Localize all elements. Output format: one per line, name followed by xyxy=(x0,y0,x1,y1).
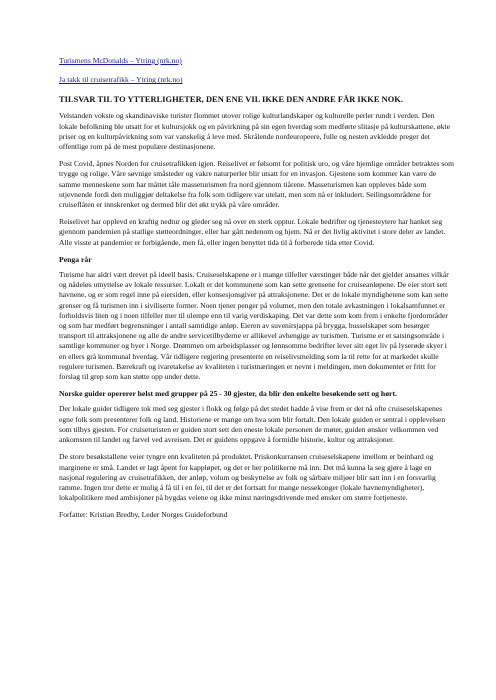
heading-penga-rar: Penga rår xyxy=(59,254,92,264)
link-ja-takk-til-cruisetrafikk[interactable]: Ja takk til cruisetrafikk – Ytring (nrk.no) xyxy=(59,75,183,85)
heading-norske-guider: Norske guider opererer helst med grupper på 25 - 30 gjester, da blir den enkelte besøkende sett og hørt. xyxy=(59,389,397,399)
author-signature: Forfatter: Kristian Bredby, Leder Norges Guideforbund xyxy=(59,510,228,520)
article-title: TILSVAR TIL TO YTTERLIGHETER, DEN ENE VIL IKKE DEN ANDRE FÅR IKKE NOK. xyxy=(59,95,404,105)
link-turismens-mcdonalds[interactable]: Turismens McDonalds – Ytring (nrk.no) xyxy=(59,56,182,65)
paragraph-5: Der lokale guider tidligere tok med seg gjester i flokk og følge på det stedet hadde å vise frem er det nå ofte cruiseselskapenes egne folk som presenterer folk og land. Historiene er mange om hva som blir fortalt. Den lokale guiden er sentral i opplevelsen som tilbys gjesten. For cruiseturisten er guiden stort sett den eneste lokale personen de møter, guiden ønsker velkommen ved ankomsten til landet og farvel ved avreisen. Det er guidens oppgave å formidle historie, kultur og attraksjoner. xyxy=(59,404,446,445)
paragraph-4: Turisme har aldri vært drevet på ideell basis. Cruiseselskapene er i mange tilfeller værstinger både når det gjelder ansattes vilkår og nådeløs utnyttelse av lokale ressurser. Lokalt er det kommunene som kan sette grensene for cruiseanløpene. De eier stort sett havnene, og er som regel inne på eiersiden, eller konsesjonsgiver på attraksjonene. Det er de lokale myndighetene som kan sette grenser og få turismen inn i siviliserte former. Noen tjener penger på volumet, men den totale avkastningen i lokalsamfunnet er forholdsvis liten og i noen tilfeller mer til ulempe enn til varig verdiskaping. Det var dette som kom frem i enkelte fjordområder og som har medført begrensninger i antall samtidige anløp. Eieren av suvenirsjappa på brygga, busselskapet som besørger transport til attraksjonene og alle de andre servicetilbyderne er allikevel avhengige av turismen. Turisme er et satsingsområde i samtlige kommuner og byer i Norge. Drømmen om arbeidsplasser og lønnsomme bedrifter lever sitt eget liv på lyserøde skyer i en ellers grå kommunal hverdag. Vår tidligere regjering presenterte en reiselivsmelding som la til rette for at markedet skulle regulere turismen. Bærekraft og ivaretakelse av kvaliteten i turistnæringen er nevnt i meldingen, men dokumentet er fritt for forslag til grep som kan støtte opp under dette. xyxy=(59,270,449,382)
paragraph-2: Post Covid, åpnes Norden for cruisetrafikken igjen. Reiselivet er følsomt for politisk uro, og våre hjemlige områder betraktes som trygge og rolige. Våre søvnige småsteder og vakre naturperler blir utsatt for en invasjon. Gjestene som kommer kan være de samme menneskene som har måttet tåle masseturismen fra nord gjennom tiårene. Masseturismen kan oppleves både som utjevnende fordi den muliggjør deltakelse fra folk som tidligere var utelatt, men som nå er inkludert. Seilingsområdene for cruiseflåten er innskrenket og dermed blir det økt trykk på våre områder. xyxy=(59,159,454,210)
paragraph-3: Reiselivet har opplevd en kraftig nedtur og gleder seg nå over en sterk opptur. Lokale bedrifter og tjenesteytere har hanket seg gjennom pandemien på statlige støtteordninger, eller har gått nedenom og hjem. Nå er det livlig aktivitet i store deler av landet. Alle visste at pandemier er forbigående, men få, eller ingen benyttet tida til å forberede tida etter Covid. xyxy=(59,217,446,247)
paragraph-6: De store besøkstallene veier tyngre enn kvaliteten på produktet. Priskonkurransen cruiseselskapene imellom er beinhard og marginene er små. Landet er lagt åpent for kappløpet, og det er her politikerne må inn. Det må kunna la seg gjøre å lage en nasjonal regulering av cruisetrafikken, der anløp, volum og beskyttelse av folk og sårbare miljøer blir satt inn i en forsvarlig ramme. Ingen tror dette er mulig å få til i en fei, til det er det fortsatt for mange nessekonger (lokale havnemyndigheter), lokalpolitikere med ambisjoner på bygdas veiene og ikke minst næringsdrivende med ønsker om større fortjeneste. xyxy=(59,452,436,503)
paragraph-1: Velstanden vokste og skandinaviske turister flommet utover rolige kulturlandskaper og kulturelle perler rundt i verden. Den lokale befolkning ble utsatt for et kultursjokk og en påvirkning på sin egen hverdag som medførte slitasje på kulturskattene, økte priser og en kulturpåvirkning som var vanskelig å leve med. Skrålende nordeuropeere, fulle og nesten avkledde preger det offentlige rom på de mest populære destinasjonene. xyxy=(59,111,450,152)
